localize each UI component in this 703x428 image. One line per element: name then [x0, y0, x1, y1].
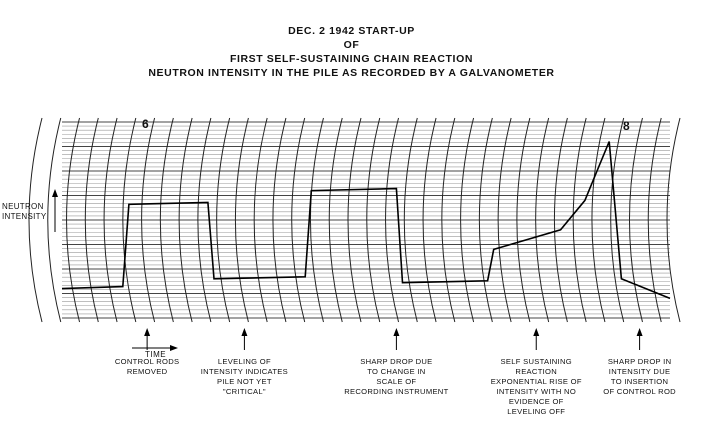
title-line-of: OF	[343, 39, 360, 51]
x-axis-label: TIME	[145, 350, 167, 359]
annotation-line: EXPONENTIAL RISE OF	[490, 377, 582, 386]
annotation-line: INTENSITY DUE	[608, 367, 671, 376]
y-axis-label-line2: INTENSITY	[2, 212, 47, 221]
annotation-text	[336, 357, 456, 397]
annotation-arrow-head	[241, 328, 247, 336]
y-axis-arrow-head	[52, 189, 58, 197]
x-axis-arrow-head	[170, 345, 178, 351]
annotation-line: REMOVED	[126, 367, 168, 376]
title-line-reaction: FIRST SELF-SUSTAINING CHAIN REACTION	[229, 53, 474, 65]
chart-mark-label: 6	[142, 117, 149, 131]
annotation-arrow-head	[533, 328, 539, 336]
annotation-line: REACTION	[515, 367, 558, 376]
annotation-arrow-head	[637, 328, 643, 336]
annotation-line: "CRITICAL"	[222, 387, 266, 396]
annotation-line: SELF SUSTAINING	[500, 357, 572, 366]
annotation-line: RECORDING INSTRUMENT	[344, 387, 449, 396]
annotation-line: SHARP DROP DUE	[360, 357, 433, 366]
annotation-line: LEVELING OF	[217, 357, 271, 366]
annotation-line: TO CHANGE IN	[367, 367, 426, 376]
chart-mark-label: 8	[623, 119, 630, 133]
annotation-text	[580, 357, 700, 397]
title-line-date: DEC. 2 1942 START-UP	[288, 25, 415, 37]
annotation-line: OF CONTROL ROD	[603, 387, 676, 396]
annotation-line: CONTROL RODS	[114, 357, 180, 366]
annotation-line: LEVELING OFF	[507, 407, 566, 416]
annotation-text	[476, 357, 596, 417]
title-line-subtitle: NEUTRON INTENSITY IN THE PILE AS RECORDED BY A GALVANOMETER	[148, 67, 555, 79]
y-axis-label	[2, 202, 46, 222]
annotation-line: PILE NOT YET	[216, 377, 272, 386]
y-axis-label-line1: NEUTRON	[2, 202, 44, 211]
annotation-arrow-head	[393, 328, 399, 336]
grid-line-time-arc	[48, 118, 61, 322]
annotation-line: EVIDENCE OF	[508, 397, 564, 406]
annotation-line: INTENSITY WITH NO	[496, 387, 577, 396]
annotation-line: TO INSERTION	[610, 377, 669, 386]
annotation-line: SCALE OF	[376, 377, 417, 386]
annotation-line: INTENSITY INDICATES	[200, 367, 289, 376]
annotation-arrow-head	[144, 328, 150, 336]
annotation-text	[184, 357, 304, 397]
annotation-line: SHARP DROP IN	[607, 357, 672, 366]
